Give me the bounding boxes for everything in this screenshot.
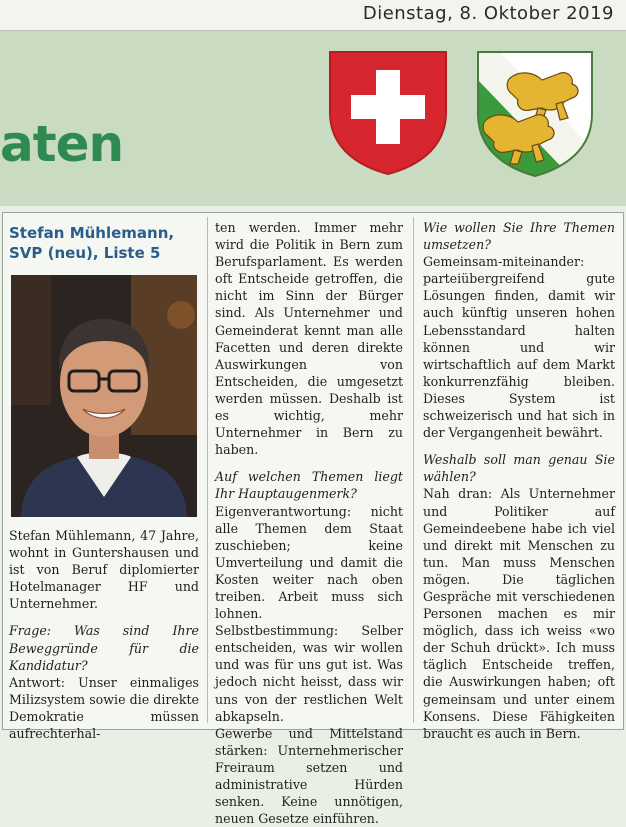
answer-4: Nah dran: Als Unternehmer und Politiker auf Gemeindeebene habe ich viel und direkt mit Menschen zu tun. Man muss Menschen mögen. Die täglichen Gespräche mit verschiedenen Personen machen es mir möglich, dass ich weiss «wo der Schuh drückt». Ich muss täglich Entscheide treffen, die Auswirkungen haben; oft gemeinsam und unter einem Konsens. Diese Fähigkeiten braucht es auch in Bern. (423, 486, 615, 741)
newspaper-header (0, 0, 626, 31)
answer-2-responsibility: Eigenverantwortung: nicht alle Themen dem Staat zuschieben; keine Umverteilung und damit die Kosten weiter nach oben treiben. Arbeit muss sich lohnen. (215, 503, 403, 622)
portrait-image (11, 275, 197, 517)
answer-1-continued: ten werden. Immer mehr wird die Politik in Bern zum Berufsparlament. Es werden oft Entscheide getroffen, die nicht im Sinn der Bürger sind. Als Unternehmer und Gemeinderat kennt man alle Facetten und deren direkte Auswirkungen von Entscheiden, die umgesetzt werden müssen. Deshalb ist es wichtig, mehr Unternehmer in Bern zu haben. (215, 220, 403, 458)
article-column-2 (215, 219, 403, 827)
photo-caption: Stefan Mühlemann, 47 Jahre, wohnt in Guntershausen und ist von Beruf diplomierter Hotelmanager HF und Unternehmer. (9, 528, 199, 612)
swiss-coat-of-arms-icon (328, 50, 448, 176)
article-column-1 (9, 213, 199, 742)
column-divider (207, 217, 208, 723)
answer-2-self-determination: Selbstbestimmung: Selber entscheiden, was wir wollen und was für uns gut ist. Was jedoch nicht heisst, dass wir uns von der restlichen Welt abkapseln. (215, 623, 403, 724)
candidate-photo (11, 275, 197, 517)
answer-3: Gemeinsam-miteinander: parteiübergreifend gute Lösungen finden, damit wir auch künftig unseren hohen Lebensstandard halten können und wir wirtschaftlich auf dem Markt konkurrenzfähig bleiben. Dieses System ist schweizerisch und hat sich in der Vergangenheit bewährt. (423, 254, 615, 441)
banner-title-fragment: aten (0, 115, 124, 173)
article-headline: Stefan Mühlemann, SVP (neu), Liste 5 (9, 224, 175, 262)
question-2: Auf welchen Themen liegt Ihr Hauptaugenmerk? (215, 469, 403, 502)
column-divider (413, 217, 414, 723)
question-3: Wie wollen Sie Ihre Themen umsetzen? (423, 220, 615, 253)
thurgau-coat-of-arms-icon (476, 50, 594, 178)
candidate-article (2, 212, 624, 827)
answer-2-business: Gewerbe und Mittelstand stärken: Unternehmerischer Freiraum setzen und administrative Hürden senken. Keine unnötigen, neuen Gesetze einführen. (215, 725, 403, 827)
question-4: Weshalb soll man genau Sie wählen? (423, 452, 615, 485)
question-1: Frage: Was sind Ihre Beweggründe für die Kandidatur? (9, 623, 199, 673)
article-column-3 (423, 219, 615, 742)
issue-date: Dienstag, 8. Oktober 2019 (362, 3, 614, 24)
answer-1-start: Antwort: Unser einmaliges Milizsystem sowie die direkte Demokratie müssen aufrechterhal- (9, 674, 199, 742)
